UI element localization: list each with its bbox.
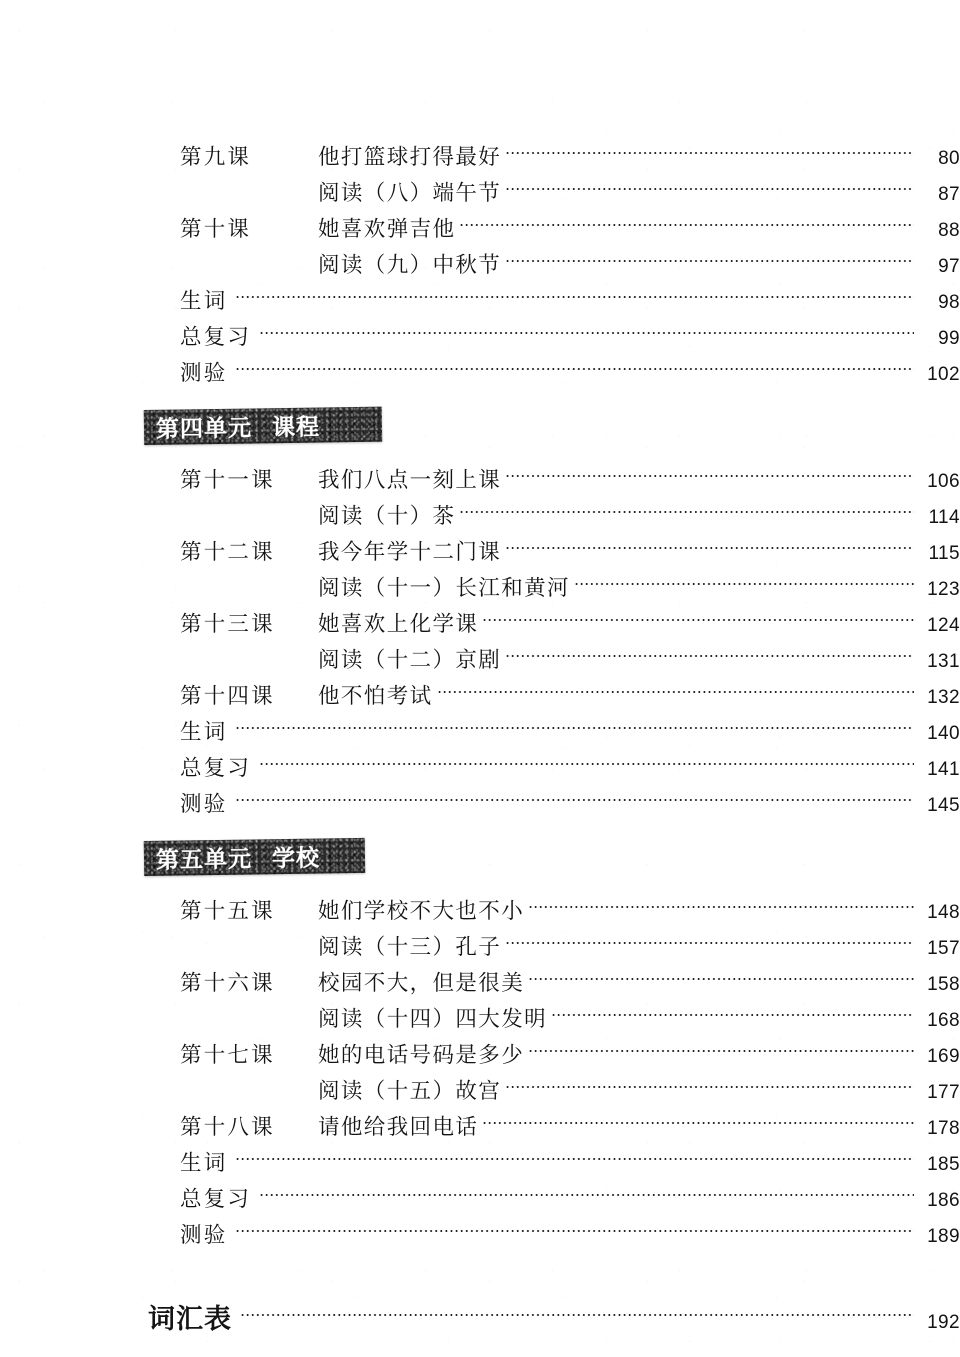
dot-leader xyxy=(505,633,914,667)
unit-banner-text xyxy=(144,409,320,444)
dot-leader xyxy=(505,238,914,272)
toc-row[interactable] xyxy=(0,884,960,923)
toc-page-number: 98 xyxy=(938,292,960,313)
toc-lesson-label: 第十七课 xyxy=(180,1043,275,1067)
toc-row[interactable] xyxy=(0,705,960,744)
toc-reading-title: 阅读（九）中秋节 xyxy=(318,253,502,277)
dot-leader xyxy=(235,1208,914,1242)
toc-row[interactable] xyxy=(0,453,960,492)
toc-page-number: 106 xyxy=(927,471,960,492)
toc-row[interactable] xyxy=(0,1028,960,1067)
dot-leader xyxy=(505,920,914,954)
dot-leader xyxy=(437,669,914,703)
toc-page-number: 168 xyxy=(927,1010,960,1031)
toc-lesson-title: 她的电话号码是多少 xyxy=(318,1043,525,1067)
toc-page-number: 115 xyxy=(928,543,960,564)
toc-page-number: 132 xyxy=(927,687,960,708)
toc-lesson-title: 我们八点一刻上课 xyxy=(318,468,502,492)
toc-page-number: 131 xyxy=(927,651,960,672)
toc-lesson-title: 我今年学十二门课 xyxy=(318,540,502,564)
toc-lesson-label: 第十八课 xyxy=(180,1115,275,1139)
dot-leader xyxy=(235,274,914,308)
dot-leader xyxy=(235,1136,914,1170)
toc-row[interactable] xyxy=(0,992,960,1031)
toc-section-label: 生词 xyxy=(180,289,228,313)
toc-page-number: 97 xyxy=(938,256,960,277)
toc-lesson-title: 她喜欢上化学课 xyxy=(318,612,479,636)
toc-row[interactable] xyxy=(0,920,960,959)
toc-row[interactable] xyxy=(0,956,960,995)
toc-page-number: 178 xyxy=(927,1118,960,1139)
toc-row[interactable] xyxy=(0,777,960,816)
toc-reading-title: 阅读（十）茶 xyxy=(318,504,456,528)
dot-leader xyxy=(505,166,914,200)
dot-leader xyxy=(505,1064,914,1098)
toc-reading-title: 阅读（十三）孔子 xyxy=(318,935,502,959)
toc-reading-title: 阅读（八）端午节 xyxy=(318,181,502,205)
toc-lesson-label: 第十三课 xyxy=(180,612,275,636)
toc-lesson-label: 第十五课 xyxy=(180,899,275,923)
unit-banner-text xyxy=(144,840,320,875)
toc-page-number: 140 xyxy=(927,723,960,744)
toc-row[interactable] xyxy=(0,1172,960,1211)
toc-page-number: 87 xyxy=(938,184,960,205)
dot-leader xyxy=(505,453,914,487)
toc-section-label: 生词 xyxy=(180,720,228,744)
toc-section-label: 测验 xyxy=(180,792,228,816)
toc-row[interactable] xyxy=(0,202,960,241)
dot-leader xyxy=(459,489,914,523)
toc-row[interactable] xyxy=(0,561,960,600)
toc-row[interactable] xyxy=(0,310,960,349)
dot-leader xyxy=(505,525,914,559)
unit-topic: 学校 xyxy=(271,844,321,872)
dot-leader xyxy=(259,1172,914,1206)
unit-topic: 课程 xyxy=(271,413,321,441)
toc-row[interactable] xyxy=(0,525,960,564)
toc-row[interactable] xyxy=(0,1064,960,1103)
toc-section-label: 总复习 xyxy=(180,1187,252,1211)
toc-page-number: 186 xyxy=(927,1190,960,1211)
toc-lesson-label: 第十课 xyxy=(180,217,252,241)
toc-row[interactable] xyxy=(0,1100,960,1139)
toc-lesson-title: 校园不大，但是很美 xyxy=(318,971,525,995)
dot-leader xyxy=(259,310,914,344)
toc-page-number: 157 xyxy=(927,938,960,959)
dot-leader xyxy=(240,1286,914,1328)
toc-reading-title: 阅读（十二）京剧 xyxy=(318,648,502,672)
toc-row[interactable] xyxy=(0,274,960,313)
toc-page-number: 99 xyxy=(938,328,960,349)
toc-page-number: 123 xyxy=(927,579,960,600)
toc-lesson-label: 第十一课 xyxy=(180,468,275,492)
toc-row[interactable] xyxy=(0,130,960,169)
toc-section-label: 词汇表 xyxy=(148,1304,232,1334)
toc-page-number: 192 xyxy=(927,1312,960,1333)
dot-leader xyxy=(482,1100,914,1134)
toc-row[interactable] xyxy=(0,489,960,528)
toc-page-number: 141 xyxy=(927,759,960,780)
toc-lesson-title: 请他给我回电话 xyxy=(318,1115,479,1139)
dot-leader xyxy=(259,741,914,775)
toc-row[interactable] xyxy=(0,346,960,385)
toc-lesson-label: 第十六课 xyxy=(180,971,275,995)
dot-leader xyxy=(459,202,914,236)
toc-section-label: 总复习 xyxy=(180,756,252,780)
toc-appendix-row[interactable] xyxy=(0,1286,960,1334)
toc-row[interactable] xyxy=(0,238,960,277)
toc-page-number: 102 xyxy=(927,364,960,385)
unit-number: 第四单元 xyxy=(155,414,253,442)
toc-page-number: 124 xyxy=(927,615,960,636)
toc-page-number: 158 xyxy=(927,974,960,995)
toc-reading-title: 阅读（十四）四大发明 xyxy=(318,1007,548,1031)
toc-row[interactable] xyxy=(0,669,960,708)
toc-section-label: 测验 xyxy=(180,361,228,385)
toc-row[interactable] xyxy=(0,597,960,636)
toc-row[interactable] xyxy=(0,633,960,672)
dot-leader xyxy=(574,561,914,595)
toc-reading-title: 阅读（十五）故宫 xyxy=(318,1079,502,1103)
toc-lesson-label: 第十四课 xyxy=(180,684,275,708)
toc-row[interactable] xyxy=(0,1208,960,1247)
toc-lesson-label: 第九课 xyxy=(180,145,252,169)
unit-number: 第五单元 xyxy=(155,845,253,873)
toc-page-number: 88 xyxy=(938,220,960,241)
toc-page-number: 114 xyxy=(928,507,960,528)
toc-row[interactable] xyxy=(0,741,960,780)
dot-leader xyxy=(235,346,914,380)
dot-leader xyxy=(235,705,914,739)
toc-lesson-label: 第十二课 xyxy=(180,540,275,564)
toc-lesson-title: 她们学校不大也不小 xyxy=(318,899,525,923)
toc-page-number: 185 xyxy=(927,1154,960,1175)
dot-leader xyxy=(528,956,914,990)
unit-banner xyxy=(144,407,382,445)
toc-lesson-title: 她喜欢弹吉他 xyxy=(318,217,456,241)
toc-row[interactable] xyxy=(0,166,960,205)
dot-leader xyxy=(528,1028,914,1062)
toc-section-label: 生词 xyxy=(180,1151,228,1175)
toc-lesson-title: 他不怕考试 xyxy=(318,684,433,708)
toc-reading-title: 阅读（十一）长江和黄河 xyxy=(318,576,570,600)
toc-lesson-title: 他打篮球打得最好 xyxy=(318,145,502,169)
toc-page-number: 148 xyxy=(927,902,960,923)
unit-banner xyxy=(144,838,365,876)
toc-page-number: 189 xyxy=(927,1226,960,1247)
toc-page-number: 145 xyxy=(927,795,960,816)
toc-row[interactable] xyxy=(0,1136,960,1175)
dot-leader xyxy=(505,130,914,164)
toc-page-number: 169 xyxy=(927,1046,960,1067)
dot-leader xyxy=(528,884,914,918)
toc-section-label: 测验 xyxy=(180,1223,228,1247)
dot-leader xyxy=(235,777,914,811)
dot-leader xyxy=(482,597,914,631)
toc-section-label: 总复习 xyxy=(180,325,252,349)
toc-page-number: 177 xyxy=(927,1082,960,1103)
toc-page-number: 80 xyxy=(938,148,960,169)
dot-leader xyxy=(551,992,914,1026)
